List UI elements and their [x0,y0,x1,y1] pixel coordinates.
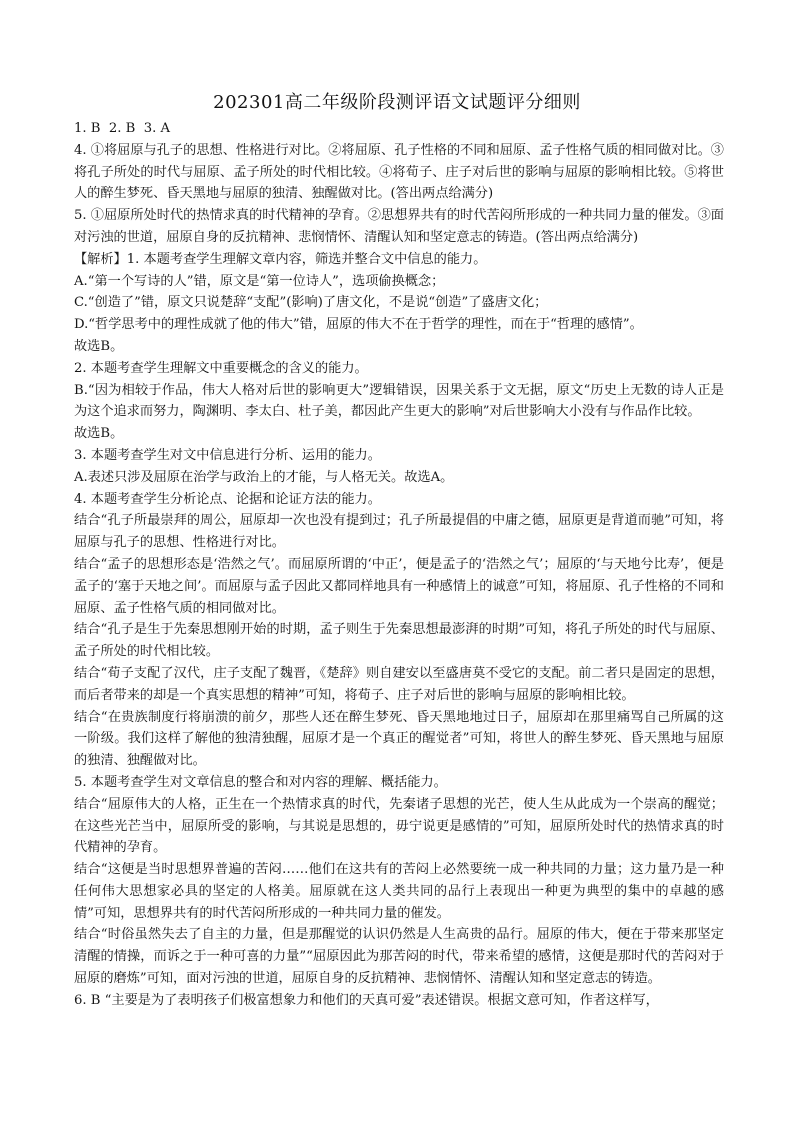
analysis-q5-point-3: 结合“时俗虽然失去了自主的力量，但是那醒觉的认识仍然是人生高贵的品行。屈原的伟大，便在于带来那坚定清醒的情操，而诉之于一种可喜的力量”“屈原因此为那苦闷的时代，带来希望的感情，这便是那时代的苦闷对于屈原的磨炼”可知，面对污浊的世道，屈原自身的反抗精神、悲悯情怀、清醒认知和坚定意志的铸造。 [74,927,724,987]
analysis-q1-heading: 【解析】1. 本题考查学生理解文章内容，筛选并整合文中信息的能力。 [74,251,487,267]
analysis-q5-point-2: 结合“这便是当时思想界普遍的苦闷……他们在这共有的苦闷上必然要统一成一种共同的力量；这力量乃是一种任何伟大思想家必具的坚定的人格美。屈原就在这人类共同的品行上表现出一种更为典型的集中的卓越的感情”可知，思想界共有的时代苦闷所形成的一种共同力量的催发。 [74,862,724,921]
analysis-q4-point-5: 结合“在贵族制度行将崩溃的前夕，那些人还在醉生梦死、昏天黑地地过日子，屈原却在那里痛骂自己所属的这一阶级。我们这样了解他的独清独醒，屈原才是一个真正的醒觉者”可知，将世人的醉生梦死、昏天黑地与屈原的独清、独醒做对比。 [74,709,724,769]
analysis-q5-point-1: 结合“屈原伟大的人格，正生在一个热情求真的时代，先秦诸子思想的光芒，使人生从此成为一个崇高的醒觉；在这些光芒当中，屈原所受的影响，与其说是思想的，毋宁说更是感情的”可知，屈原所处时代的热情求真的时代精神的孕育。 [74,796,724,856]
analysis-q6-start: 6. B “主要是为了表明孩子们极富想象力和他们的天真可爱”表述错误。根据文意可知，作者这样写， [74,992,659,1008]
analysis-q1-option-c: C.“创造了”错，原文只说楚辞“支配”(影响)了唐文化，不是说“创造”了盛唐文化； [74,295,548,311]
analysis-q1-option-d: D.“哲学思考中的理性成就了他的伟大”错，屈原的伟大不在于哲学的理性，而在于“哲理的感情”。 [74,317,643,333]
analysis-q3-option-a: A.表述只涉及屈原在治学与政治上的才能，与人格无关。故选A。 [74,469,454,485]
analysis-q1-option-a: A.“第一个写诗的人”错，原文是“第一位诗人”，选项偷换概念； [74,273,445,289]
analysis-q5-heading: 5. 本题考查学生对文章信息的整合和对内容的理解、概括能力。 [74,774,447,790]
analysis-q3-heading: 3. 本题考查学生对文中信息进行分析、运用的能力。 [74,447,381,463]
analysis-q4-point-4: 结合“荀子支配了汉代，庄子支配了魏晋，《楚辞》则自建安以至盛唐莫不受它的支配。前二者只是固定的思想，而后者带来的却是一个真实思想的精神”可知，将荀子、庄子对后世的影响与屈原的影响相比较。 [74,665,724,703]
analysis-q4-point-1: 结合“孔子所最崇拜的周公，屈原却一次也没有提到过；孔子所最提倡的中庸之德，屈原更是背道而驰”可知，将屈原与孔子的思想、性格进行对比。 [74,513,724,551]
analysis-q2-conclusion: 故选B。 [74,426,124,442]
document-title: 202301高二年级阶段测评语文试题评分细则 [213,92,581,113]
analysis-q2-heading: 2. 本题考查学生理解文中重要概念的含义的能力。 [74,360,368,376]
analysis-q4-point-3: 结合“孔子是生于先秦思想刚开始的时期，孟子则生于先秦思想最澎湃的时期”可知，将孔子所处的时代与屈原、孟子所处的时代相比较。 [74,622,724,660]
answer-5: 5. ①屈原所处时代的热情求真的时代精神的孕育。②思想界共有的时代苦闷所形成的一种共同力量的催发。③面对污浊的世道，屈原自身的反抗精神、悲悯情怀、清醒认知和坚定意志的铸造。(答出两点给满分) [74,208,724,245]
analysis-q4-heading: 4. 本题考查学生分析论点、论据和论证方法的能力。 [74,491,381,507]
answer-line-1-3: 1. B 2. B 3. A [74,121,170,136]
document-body [74,118,724,1012]
analysis-q4-point-2: 结合“孟子的思想形态是‘浩然之气’。而屈原所谓的‘中正’，便是孟子的‘浩然之气’；屈原的‘与天地兮比寿’，便是孟子的‘塞于天地之间’。而屈原与孟子因此又都同样地具有一种感情上的诚意”可知，将屈原、孔子性格的不同和屈原、孟子性格气质的相同做对比。 [74,556,724,616]
analysis-q2-option-b: B.“因为相较于作品，伟大人格对后世的影响更大”逻辑错误，因果关系于文无据，原文“历史上无数的诗人正是为这个追求而努力，陶渊明、李太白、杜子美，都因此产生更大的影响”对后世影响大小没有与作品作比较。 [74,382,724,420]
answer-4: 4. ①将屈原与孔子的思想、性格进行对比。②将屈原、孔子性格的不同和屈原、孟子性格气质的相同做对比。③将孔子所处的时代与屈原、孟子所处的时代相比较。④将荀子、庄子对后世的影响与屈原的影响相比较。⑤将世人的醉生梦死、昏天黑地与屈原的独清、独醒做对比。(答出两点给满分) [74,142,724,202]
analysis-q1-conclusion: 故选B。 [74,338,124,354]
